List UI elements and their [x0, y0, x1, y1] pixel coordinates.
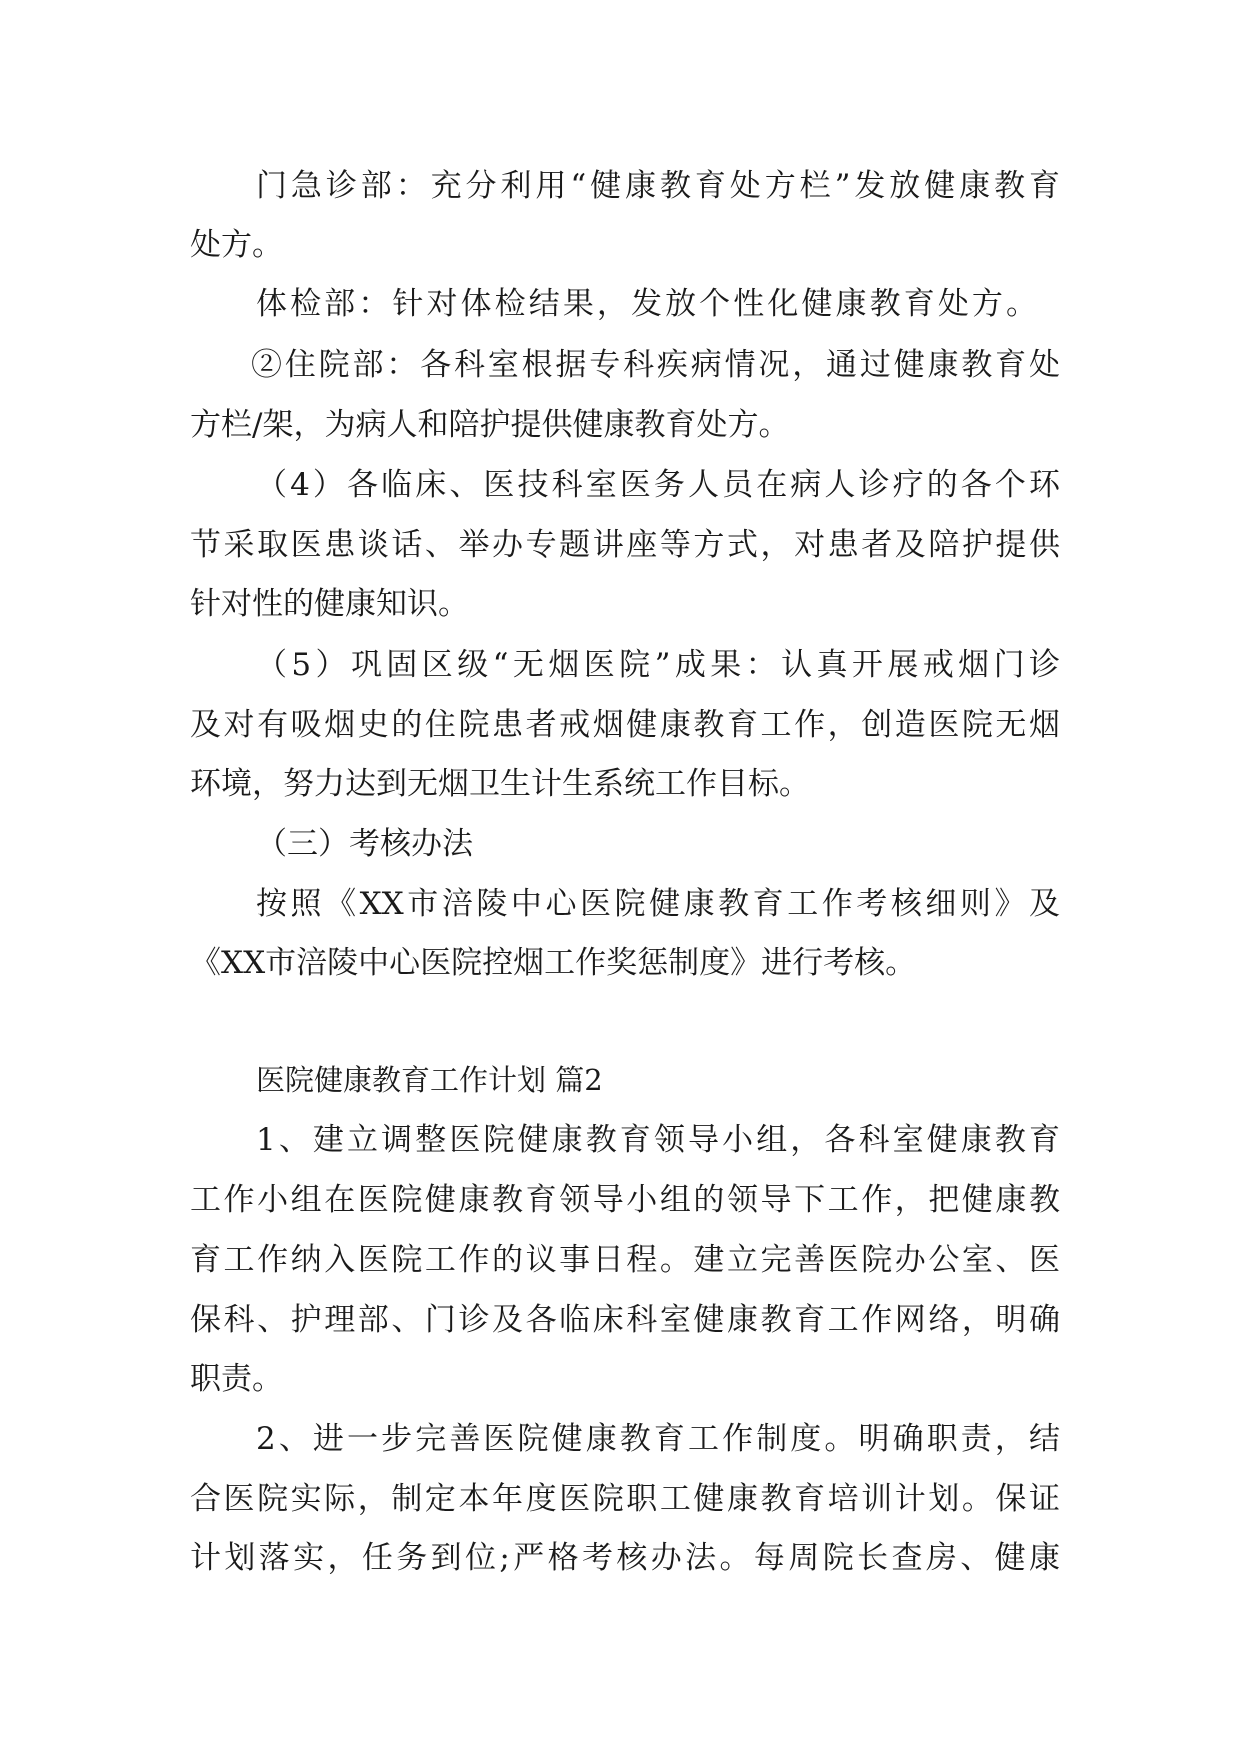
- paragraph-line: （三）考核办法: [256, 826, 473, 862]
- paragraph-line: 1、建立调整医院健康教育领导小组，各科室健康教育: [256, 1122, 1060, 1158]
- paragraph-line: 《XX市涪陵中心医院控烟工作奖惩制度》进行考核。: [190, 945, 917, 981]
- paragraph-line: 节采取医患谈话、举办专题讲座等方式，对患者及陪护提供: [190, 527, 1060, 563]
- paragraph-line: 体检部：针对体检结果，发放个性化健康教育处方。: [256, 286, 1037, 322]
- paragraph-line: 门急诊部：充分利用“健康教育处方栏”发放健康教育: [256, 168, 1060, 204]
- paragraph-line: 保科、护理部、门诊及各临床科室健康教育工作网络，明确: [190, 1302, 1060, 1338]
- paragraph-line: （4）各临床、医技科室医务人员在病人诊疗的各个环: [256, 467, 1060, 503]
- paragraph-line: 计划落实，任务到位;严格考核办法。每周院长查房、健康: [190, 1540, 1060, 1576]
- paragraph-line: 方栏/架，为病人和陪护提供健康教育处方。: [190, 407, 790, 443]
- paragraph-line: 及对有吸烟史的住院患者戒烟健康教育工作，创造医院无烟: [190, 707, 1060, 743]
- paragraph-line: 合医院实际，制定本年度医院职工健康教育培训计划。保证: [190, 1481, 1060, 1517]
- paragraph-line: 针对性的健康知识。: [190, 586, 469, 622]
- paragraph-line: 处方。: [190, 227, 283, 263]
- paragraph-line: 环境，努力达到无烟卫生计生系统工作目标。: [190, 766, 810, 802]
- paragraph-line: 职责。: [190, 1361, 283, 1397]
- paragraph-line: ②住院部：各科室根据专科疾病情况，通过健康教育处: [251, 347, 1060, 383]
- paragraph-line: 2、进一步完善医院健康教育工作制度。明确职责，结: [256, 1421, 1060, 1457]
- paragraph-line: 工作小组在医院健康教育领导小组的领导下工作，把健康教: [190, 1182, 1060, 1218]
- paragraph-line: 育工作纳入医院工作的议事日程。建立完善医院办公室、医: [190, 1242, 1060, 1278]
- paragraph-line: 按照《XX市涪陵中心医院健康教育工作考核细则》及: [256, 886, 1060, 922]
- section-title: 医院健康教育工作计划 篇2: [256, 1063, 603, 1097]
- paragraph-line: （5）巩固区级“无烟医院”成果：认真开展戒烟门诊: [256, 647, 1060, 683]
